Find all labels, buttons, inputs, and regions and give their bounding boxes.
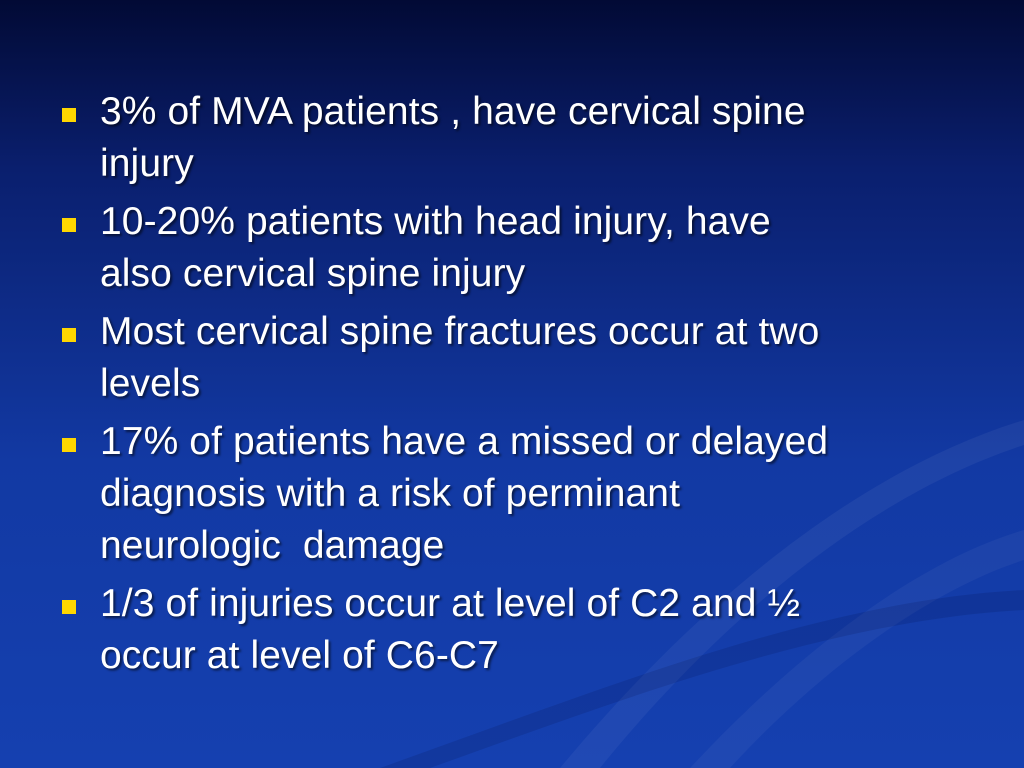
square-bullet-icon [62, 108, 76, 122]
list-item [62, 306, 982, 410]
list-item [62, 86, 982, 190]
bullet-text: 3% of MVA patients , have cervical spine injury [100, 90, 806, 185]
bullet-text: 17% of patients have a missed or delayed diagnosis with a risk of perminant neurologic damage [100, 420, 829, 567]
bullet-text: 10-20% patients with head injury, have also cervical spine injury [100, 200, 771, 295]
square-bullet-icon [62, 600, 76, 614]
square-bullet-icon [62, 218, 76, 232]
square-bullet-icon [62, 438, 76, 452]
list-item [62, 416, 982, 572]
bullet-text: 1/3 of injuries occur at level of C2 and ½ occur at level of C6-C7 [100, 582, 801, 677]
list-item [62, 196, 982, 300]
square-bullet-icon [62, 328, 76, 342]
bullet-list [62, 86, 982, 688]
list-item [62, 578, 982, 682]
bullet-text: Most cervical spine fractures occur at two levels [100, 310, 820, 405]
